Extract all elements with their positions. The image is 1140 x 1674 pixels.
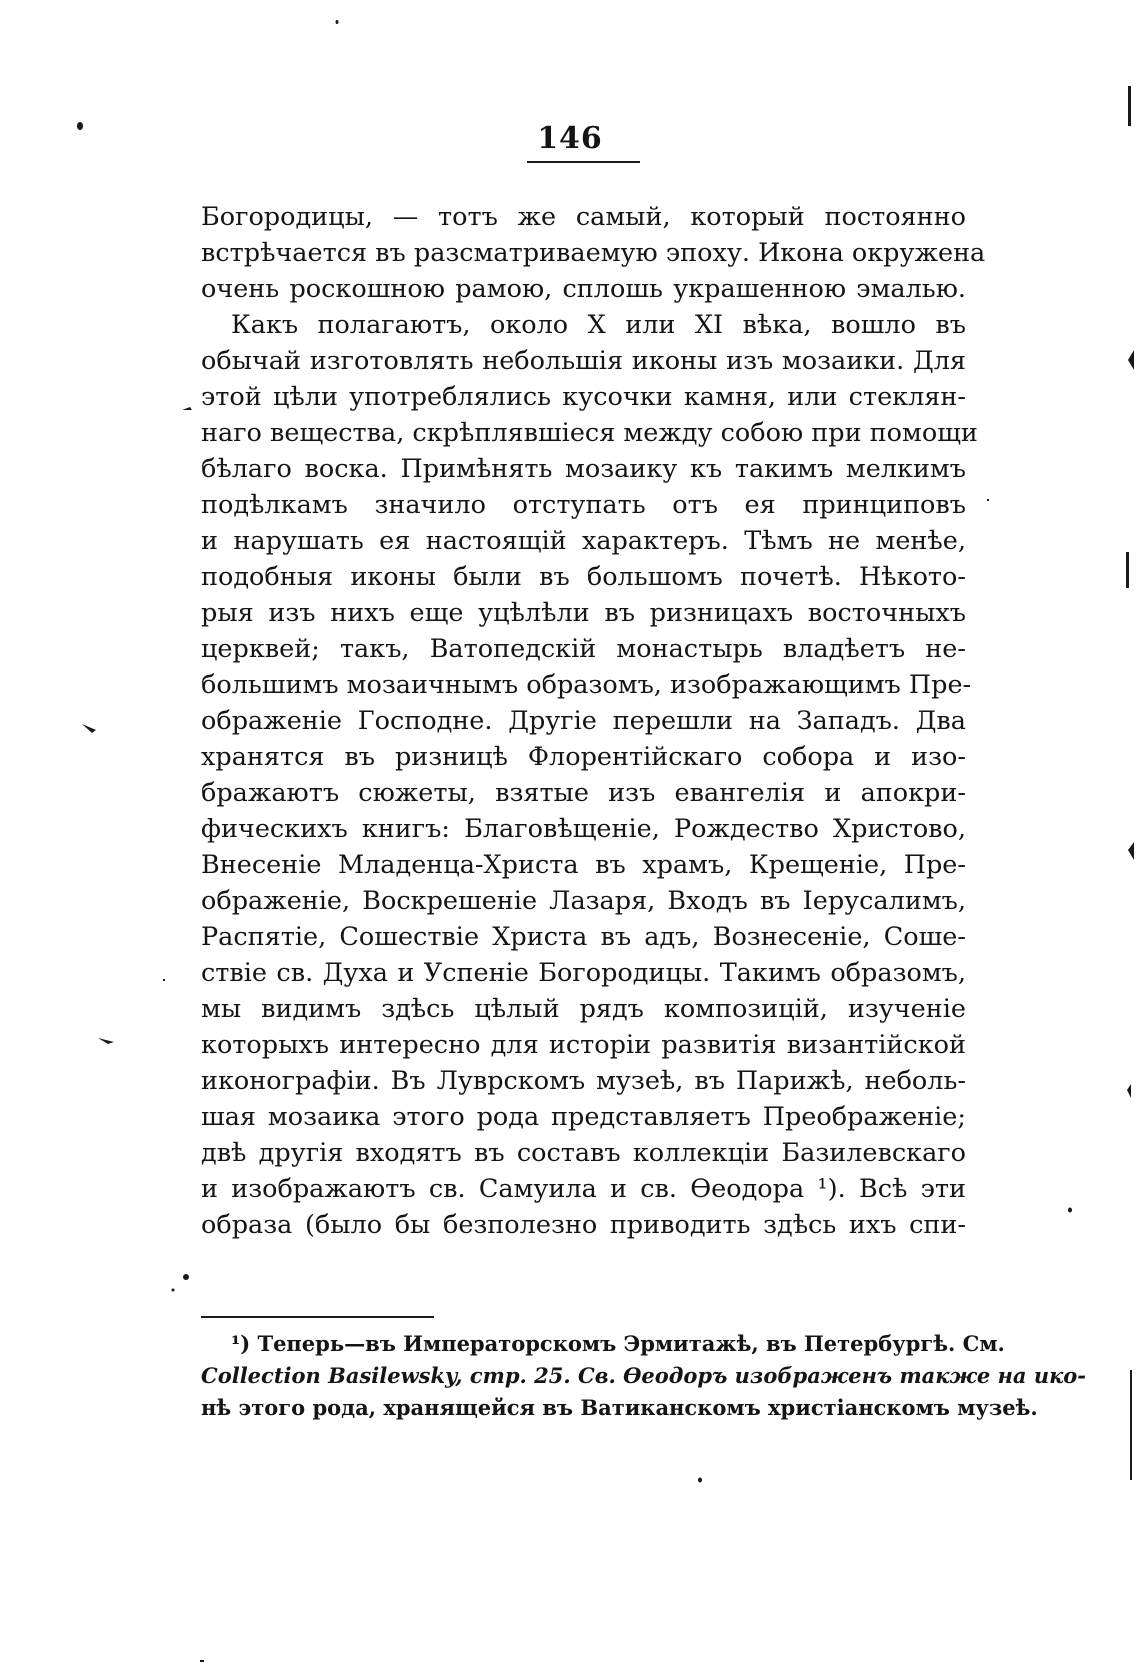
scan-speck — [200, 1660, 204, 1662]
scan-speck — [987, 499, 989, 501]
text-line: Внесеніе Младенца-Христа въ храмъ, Крещеніе, Пре- — [201, 850, 966, 880]
footnote-line: нѣ этого рода, хранящейся въ Ватиканскомъ христіанскомъ музеѣ. — [201, 1395, 1038, 1420]
scan-speck — [1126, 552, 1129, 588]
scan-speck — [1127, 1084, 1131, 1098]
text-line: мы видимъ здѣсь цѣлый рядъ композицій, изученіе — [201, 994, 966, 1024]
text-line: этой цѣли употреблялись кусочки камня, или стеклян- — [201, 382, 966, 412]
scan-speck — [1128, 86, 1131, 126]
scan-speck — [163, 979, 165, 981]
page-number-rule — [527, 161, 640, 163]
scan-speck — [698, 1478, 702, 1483]
scan-speck — [1068, 1208, 1072, 1213]
text-line: фическихъ книгъ: Благовѣщеніе, Рождество Христово, — [201, 814, 966, 844]
text-line: большимъ мозаичнымъ образомъ, изображающимъ Пре- — [201, 670, 972, 700]
text-line: подѣлкамъ значило отступать отъ ея принциповъ — [201, 490, 966, 520]
page-number: 146 — [537, 121, 603, 156]
text-line: хранятся въ ризницѣ Флорентійскаго собора и изо- — [201, 742, 966, 772]
footnote-line: ¹) Теперь—въ Императорскомъ Эрмитажѣ, въ Петербургѣ. См. — [231, 1331, 1005, 1356]
text-line: церквей; такъ, Ватопедскій монастырь владѣетъ не- — [201, 634, 966, 664]
text-line: Богородицы, — тотъ же самый, который постоянно — [201, 202, 966, 232]
scan-speck — [183, 1274, 189, 1280]
footnote-line: Collection Basilewsky, стр. 25. Св. Ѳеодоръ изображенъ также на ико- — [201, 1363, 1087, 1388]
text-line: очень роскошною рамою, сплошь украшенною эмалью. — [201, 274, 966, 304]
text-line: бѣлаго воска. Примѣнять мозаику къ такимъ мелкимъ — [201, 454, 966, 484]
text-line: наго вещества, скрѣплявшіеся между собою при помощи — [201, 418, 978, 448]
scan-speck — [82, 724, 96, 733]
scan-speck — [77, 122, 83, 130]
text-line: образа (было бы безполезно приводить здѣсь ихъ спи- — [201, 1210, 966, 1240]
text-line: которыхъ интересно для исторіи развитія византійской — [201, 1030, 966, 1060]
text-line: и нарушать ея настоящій характеръ. Тѣмъ не менѣе, — [201, 526, 966, 556]
scan-speck — [1130, 1370, 1132, 1480]
text-line: обычай изготовлять небольшія иконы изъ мозаики. Для — [201, 346, 966, 376]
text-line: бражаютъ сюжеты, взятые изъ евангелія и апокри- — [201, 778, 966, 808]
scan-speck — [1128, 350, 1134, 370]
text-line: иконографіи. Въ Луврскомъ музеѣ, въ Парижѣ, неболь- — [201, 1066, 966, 1096]
footnote-rule — [201, 1316, 434, 1318]
text-line: шая мозаика этого рода представляетъ Преображеніе; — [201, 1102, 966, 1132]
text-line: Какъ полагаютъ, около X или XI вѣка, вошло въ — [231, 310, 966, 340]
text-line: ображеніе, Воскрешеніе Лазаря, Входъ въ Іерусалимъ, — [201, 886, 966, 916]
scan-speck — [1128, 842, 1134, 860]
text-line: рыя изъ нихъ еще уцѣлѣли въ ризницахъ восточныхъ — [201, 598, 966, 628]
scan-speck — [172, 1289, 175, 1292]
text-line: двѣ другія входятъ въ составъ коллекціи Базилевскаго — [201, 1138, 966, 1168]
text-line: ствіе св. Духа и Успеніе Богородицы. Такимъ образомъ, — [201, 958, 966, 988]
text-line: ображеніе Господне. Другіе перешли на Западъ. Два — [201, 706, 966, 736]
scan-speck — [336, 20, 339, 24]
text-line: подобныя иконы были въ большомъ почетѣ. Нѣкото- — [201, 562, 966, 592]
text-line: и изображаютъ св. Самуила и св. Ѳеодора ¹). Всѣ эти — [201, 1174, 966, 1204]
scan-speck — [98, 1038, 114, 1044]
text-line: Распятіе, Сошествіе Христа въ адъ, Вознесеніе, Соше- — [201, 922, 966, 952]
text-line: встрѣчается въ разсматриваемую эпоху. Икона окружена — [201, 238, 986, 268]
scan-speck — [182, 407, 192, 410]
